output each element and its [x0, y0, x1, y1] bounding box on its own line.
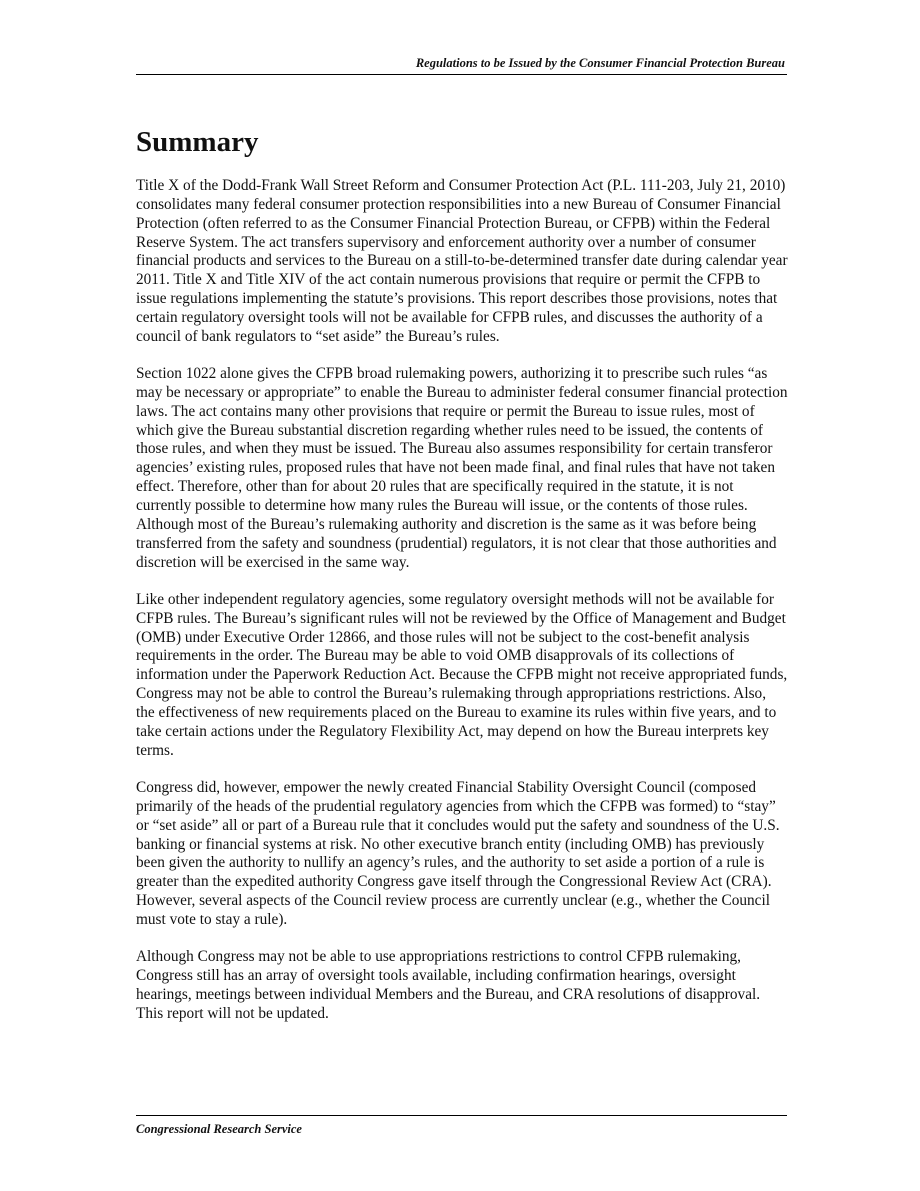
footer-publisher: Congressional Research Service [136, 1122, 302, 1136]
running-header [136, 52, 787, 75]
summary-paragraph-4: Congress did, however, empower the newly created Financial Stability Oversight Council (composed primarily of the heads of the prudential regulatory agencies from which the CFPB was formed) to “stay” or “set aside” all or part of a Bureau rule that it concludes would put the safety and soundness of the U.S. banking or financial systems at risk. No other executive branch entity (including OMB) has previously been given the authority to nullify an agency’s rules, and the authority to set aside a portion of a rule is greater than the expedited authority Congress gave itself through the Congressional Review Act (CRA). However, several aspects of the Council review process are currently unclear (e.g., whether the Council must vote to stay a rule). [136, 778, 780, 928]
summary-body [136, 177, 788, 1042]
summary-paragraph-2: Section 1022 alone gives the CFPB broad rulemaking powers, authorizing it to prescribe such rules “as may be necessary or appropriate” to enable the Bureau to administer federal consumer financial protection laws. The act contains many other provisions that require or permit the Bureau to issue rules, most of which give the Bureau substantial discretion regarding whether rules need to be issued, the contents of those rules, and when they must be issued. The Bureau also assumes responsibility for certain transferor agencies’ existing rules, proposed rules that have not been made final, and final rules that have not taken effect. Therefore, other than for about 20 rules that are specifically required in the statute, it is not currently possible to determine how many rules the Bureau will issue, or the contents of those rules. Although most of the Bureau’s rulemaking authority and discretion is the same as it was before being transferred from the safety and soundness (prudential) regulators, it is not clear that those authorities and discretion will be exercised in the same way. [136, 365, 788, 571]
summary-paragraph-5: Although Congress may not be able to use appropriations restrictions to control CFPB rulemaking, Congress still has an array of oversight tools available, including confirmation hearings, oversight hearings, meetings between individual Members and the Bureau, and CRA resolutions of disapproval. This report will not be updated. [136, 948, 761, 1022]
summary-paragraph-3: Like other independent regulatory agencies, some regulatory oversight methods will not be available for CFPB rules. The Bureau’s significant rules will not be reviewed by the Office of Management and Budget (OMB) under Executive Order 12866, and those rules will not be subject to the cost-benefit analysis requirements in the order. The Bureau may be able to void OMB disapprovals of its collections of information under the Paperwork Reduction Act. Because the CFPB might not receive appropriated funds, Congress may not be able to control the Bureau’s rulemaking through appropriations restrictions. Also, the effectiveness of new requirements placed on the Bureau to examine its rules within five years, and to take certain actions under the Regulatory Flexibility Act, may depend on how the Bureau interprets key terms. [136, 590, 788, 759]
running-header-title: Regulations to be Issued by the Consumer Financial Protection Bureau [415, 56, 785, 70]
summary-heading: Summary [136, 126, 259, 158]
summary-paragraph-1: Title X of the Dodd-Frank Wall Street Reform and Consumer Protection Act (P.L. 111-203, July 21, 2010) consolidates many federal consumer protection responsibilities into a new Bureau of Consumer Financial Protection (often referred to as the Consumer Financial Protection Bureau, or CFPB) within the Federal Reserve System. The act transfers supervisory and enforcement authority over a number of consumer financial products and services to the Bureau on a still-to-be-determined transfer date during calendar year 2011. Title X and Title XIV of the act contain numerous provisions that require or permit the CFPB to issue regulations implementing the statute’s provisions. This report describes those provisions, notes that certain regulatory oversight tools will not be available for CFPB rules, and discusses the authority of a council of bank regulators to “set aside” the Bureau’s rules. [136, 177, 788, 345]
page-footer [136, 1115, 787, 1136]
